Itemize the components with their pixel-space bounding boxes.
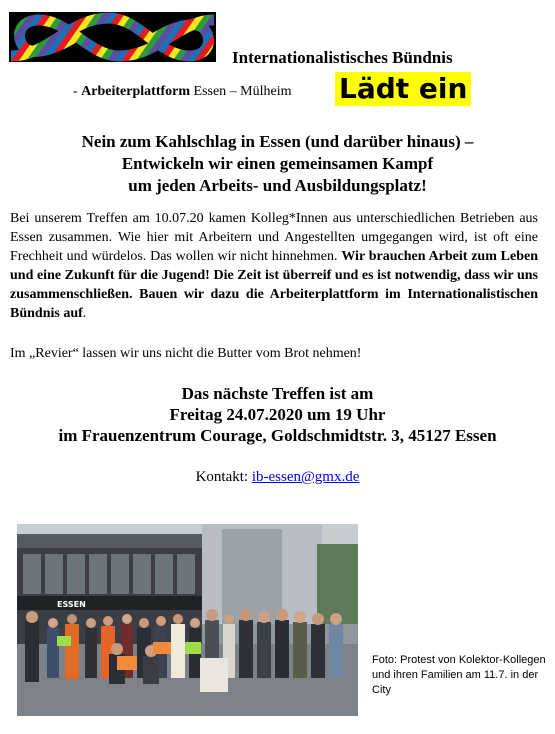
body-closing: Im „Revier“ lassen wir uns nicht die Butter vom Brot nehmen! (10, 346, 362, 361)
subline-platform: Arbeiterplattform (81, 84, 191, 99)
headline-line-2: Entwickeln wir einen gemeinsamen Kampf (121, 154, 434, 173)
protest-photo-image (17, 524, 358, 716)
group-subline (73, 84, 292, 100)
headline (0, 131, 555, 197)
photo-caption: Foto: Protest von Kolektor-Kollegen und ihren Familien am 11.7. in der City (372, 654, 546, 696)
building-sign-essen: ESSEN (57, 600, 86, 609)
meeting-line-1: Das nächste Treffen ist am (181, 384, 374, 403)
meeting-info (0, 383, 555, 446)
meeting-location: im Frauenzentrum Courage, Goldschmidtstr. 3, 45127 Essen (58, 426, 497, 445)
protest-photo (17, 524, 358, 716)
headline-line-1: Nein zum Kahlschlag in Essen (und darüber hinaus) – (81, 132, 474, 151)
contact (0, 469, 555, 486)
contact-label: Kontakt: (195, 469, 252, 485)
subline-prefix: - (73, 84, 82, 99)
alliance-logo (9, 12, 216, 62)
knot-logo-icon (9, 12, 216, 62)
body-paragraph (10, 209, 538, 323)
invite-badge: Lädt ein (335, 72, 471, 106)
subline-location: Essen – Mülheim (190, 84, 292, 99)
organization-name: Internationalistisches Bündnis (232, 48, 453, 67)
body-emphasis: Wir brauchen Arbeit zum Leben und eine Zukunft für die Jugend! Die Zeit ist überreif und es ist notwendig, dass wir uns zusammenschließen. Bauen wir dazu die Arbeiterplattform im Internationalistischen Bündnis auf (10, 249, 538, 321)
headline-line-3: um jeden Arbeits- und Ausbildungsplatz! (128, 176, 427, 195)
body-intro: Bei unserem Treffen am 10.07.20 kamen Kolleg*Innen aus unterschiedlichen Betrieben aus Essen zusammen. Wie hier mit Arbeitern und Angestellten umgegangen wird, ist oft eine Frechheit und würdelos. Das wollen wir nicht hinnehmen. (10, 211, 538, 264)
meeting-date: Freitag 24.07.2020 um 19 Uhr (169, 405, 386, 424)
contact-email-link[interactable]: ib-essen@gmx.de (251, 469, 360, 485)
body-period: . (82, 306, 87, 321)
